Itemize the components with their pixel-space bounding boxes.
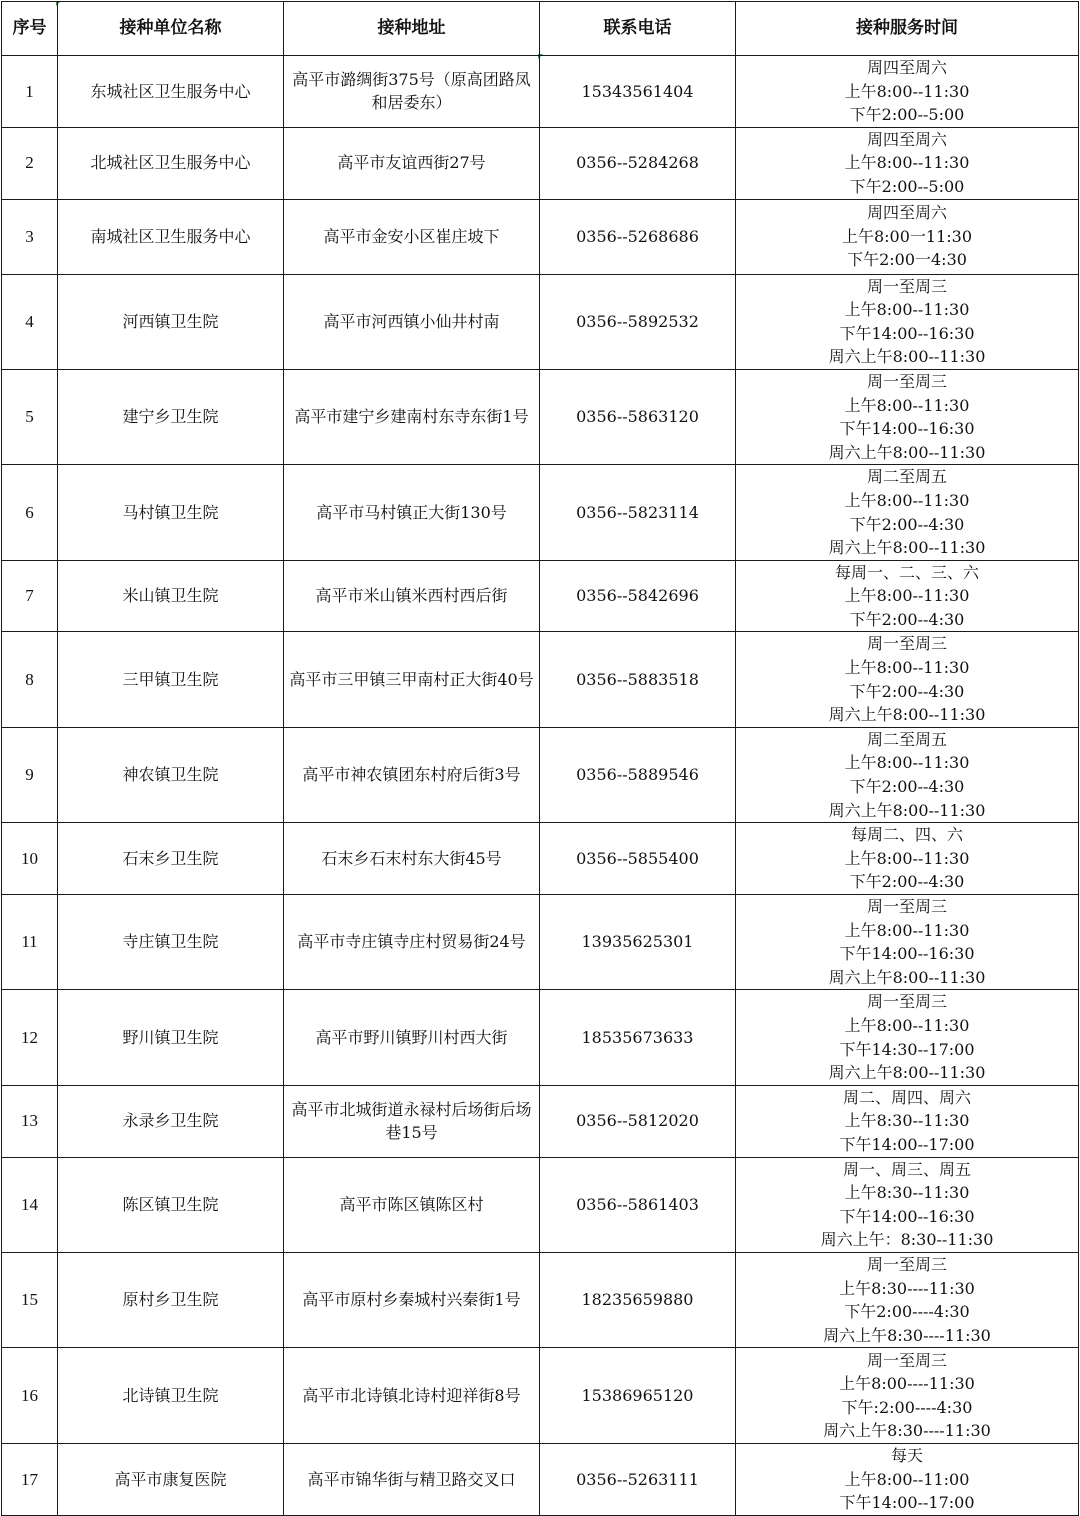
row-address: 高平市河西镇小仙井村南 <box>284 274 540 369</box>
row-phone: 0356--5883518 <box>540 632 736 727</box>
row-phone: 0356--5861403 <box>540 1157 736 1252</box>
service-time-line: 上午8:00--11:30 <box>844 81 970 101</box>
row-phone: 0356--5892532 <box>540 274 736 369</box>
row-seq: 13 <box>2 1085 58 1157</box>
row-seq: 7 <box>2 560 58 632</box>
row-service-time <box>736 1252 1079 1347</box>
row-service-time <box>736 1348 1079 1444</box>
row-site-name: 建宁乡卫生院 <box>58 369 284 464</box>
service-time-line: 上午8:00--11:30 <box>844 658 970 678</box>
table-row <box>2 465 1079 560</box>
row-service-time <box>736 56 1079 128</box>
row-address: 高平市三甲镇三甲南村正大街40号 <box>284 632 540 727</box>
row-seq: 10 <box>2 823 58 895</box>
vaccination-sites-table <box>1 1 1079 1516</box>
row-phone: 13935625301 <box>540 895 736 990</box>
row-seq: 15 <box>2 1252 58 1347</box>
row-phone: 0356--5263111 <box>540 1444 736 1516</box>
row-site-name: 石末乡卫生院 <box>58 823 284 895</box>
service-time-line: 上午8:00--11:30 <box>844 586 970 606</box>
row-phone: 0356--5268686 <box>540 199 736 274</box>
row-service-time <box>736 465 1079 560</box>
service-time-line: 周一至周三 <box>866 1254 947 1274</box>
service-time-line: 上午8:00--11:30 <box>844 153 970 173</box>
row-seq: 8 <box>2 632 58 727</box>
service-time-line: 每周一、二、三、六 <box>834 562 979 582</box>
service-time-line: 上午8:00----11:30 <box>839 1374 975 1394</box>
service-time-line: 下午2:00--5:00 <box>849 105 965 125</box>
service-time-line: 上午8:00--11:30 <box>844 753 970 773</box>
row-address: 高平市锦华街与精卫路交叉口 <box>284 1444 540 1516</box>
table-row <box>2 1444 1079 1516</box>
row-service-time <box>736 369 1079 464</box>
row-phone: 0356--5284268 <box>540 127 736 199</box>
table-row <box>2 127 1079 199</box>
row-address: 高平市北诗镇北诗村迎祥街8号 <box>284 1348 540 1444</box>
row-address: 高平市寺庄镇寺庄村贸易街24号 <box>284 895 540 990</box>
service-time-line: 周六上午8:00--11:30 <box>828 967 986 987</box>
row-site-name: 三甲镇卫生院 <box>58 632 284 727</box>
header-seq: 序号 <box>2 2 58 56</box>
row-seq: 1 <box>2 56 58 128</box>
row-site-name: 北城社区卫生服务中心 <box>58 127 284 199</box>
row-site-name: 陈区镇卫生院 <box>58 1157 284 1252</box>
table-header-row <box>2 2 1079 56</box>
service-time-line: 下午2:00--4:30 <box>849 777 965 797</box>
service-time-line: 下午2:00--5:00 <box>849 176 965 196</box>
row-seq: 9 <box>2 727 58 822</box>
service-time-line: 下午2:00--4:30 <box>849 514 965 534</box>
row-site-name: 寺庄镇卫生院 <box>58 895 284 990</box>
row-address: 高平市金安小区崔庄坡下 <box>284 199 540 274</box>
header-phone: 联系电话 <box>540 2 736 56</box>
row-service-time <box>736 199 1079 274</box>
service-time-line: 下午14:00--16:30 <box>839 1206 975 1226</box>
service-time-line: 周六上午8:00--11:30 <box>828 538 986 558</box>
service-time-line: 周四至周六 <box>866 129 947 149</box>
service-time-line: 周一至周三 <box>866 897 947 916</box>
row-address: 高平市建宁乡建南村东寺东街1号 <box>284 369 540 464</box>
row-address: 高平市野川镇野川村西大街 <box>284 990 540 1085</box>
service-time-line: 上午8:00一11:30 <box>841 226 973 246</box>
row-seq: 2 <box>2 127 58 199</box>
service-time-line: 周一至周三 <box>866 1350 947 1370</box>
row-site-name: 米山镇卫生院 <box>58 560 284 632</box>
service-time-line: 下午2:00--4:30 <box>849 681 965 701</box>
row-seq: 11 <box>2 895 58 990</box>
service-time-line: 上午8:30----11:30 <box>839 1278 975 1298</box>
service-time-line: 周四至周六 <box>866 203 947 223</box>
row-service-time <box>736 823 1079 895</box>
service-time-line: 上午8:00--11:30 <box>844 490 970 510</box>
service-time-line: 周二至周五 <box>866 467 947 487</box>
row-seq: 4 <box>2 274 58 369</box>
service-time-line: 下午14:00--17:00 <box>839 1134 975 1154</box>
row-phone: 18235659880 <box>540 1252 736 1347</box>
table-row <box>2 823 1079 895</box>
row-service-time <box>736 632 1079 727</box>
service-time-line: 周一至周三 <box>866 992 947 1012</box>
table-row <box>2 560 1079 632</box>
row-phone: 0356--5863120 <box>540 369 736 464</box>
row-service-time <box>736 727 1079 822</box>
service-time-line: 周六上午8:30----11:30 <box>823 1421 991 1441</box>
row-site-name: 野川镇卫生院 <box>58 990 284 1085</box>
service-time-line: 下午14:00--16:30 <box>839 323 975 343</box>
service-time-line: 下午14:00--17:00 <box>839 1493 975 1513</box>
service-time-line: 下午2:00--4:30 <box>849 609 965 629</box>
row-service-time <box>736 1157 1079 1252</box>
table-row <box>2 274 1079 369</box>
row-phone: 0356--5812020 <box>540 1085 736 1157</box>
row-service-time <box>736 560 1079 632</box>
table-row <box>2 1348 1079 1444</box>
row-address: 高平市陈区镇陈区村 <box>284 1157 540 1252</box>
row-seq: 5 <box>2 369 58 464</box>
service-time-line: 每周二、四、六 <box>850 825 963 845</box>
service-time-line: 上午8:00--11:30 <box>844 395 970 415</box>
service-time-line: 下午2:00一4:30 <box>847 250 967 270</box>
row-site-name: 北诗镇卫生院 <box>58 1348 284 1444</box>
service-time-line: 周六上午8:00--11:30 <box>828 1063 986 1083</box>
row-phone: 18535673633 <box>540 990 736 1085</box>
row-service-time <box>736 127 1079 199</box>
service-time-line: 周一至周三 <box>866 371 947 391</box>
service-time-line: 周六上午8:00--11:30 <box>828 347 986 367</box>
service-time-line: 上午8:00--11:30 <box>844 848 970 868</box>
row-phone: 0356--5855400 <box>540 823 736 895</box>
row-service-time <box>736 1444 1079 1516</box>
row-address: 高平市友谊西街27号 <box>284 127 540 199</box>
row-site-name: 马村镇卫生院 <box>58 465 284 560</box>
row-site-name: 神农镇卫生院 <box>58 727 284 822</box>
service-time-line: 周六上午8:30----11:30 <box>823 1325 991 1345</box>
service-time-line: 周一至周三 <box>866 634 947 654</box>
header-address: 接种地址 <box>284 2 540 56</box>
service-time-line: 上午8:30--11:30 <box>844 1111 970 1131</box>
service-time-line: 上午8:00--11:30 <box>844 920 970 940</box>
row-site-name: 南城社区卫生服务中心 <box>58 199 284 274</box>
row-site-name: 永录乡卫生院 <box>58 1085 284 1157</box>
row-service-time <box>736 1085 1079 1157</box>
service-time-line: 下午:2:00----4:30 <box>841 1397 973 1417</box>
service-time-line: 周一至周三 <box>866 276 947 296</box>
row-address: 高平市马村镇正大街130号 <box>284 465 540 560</box>
service-time-line: 下午2:00----4:30 <box>844 1302 970 1322</box>
service-time-line: 周六上午8:00--11:30 <box>828 442 986 462</box>
row-service-time <box>736 895 1079 990</box>
row-phone: 0356--5823114 <box>540 465 736 560</box>
service-time-line: 周二、周四、周六 <box>842 1087 971 1107</box>
row-service-time <box>736 274 1079 369</box>
table-row <box>2 895 1079 990</box>
service-time-line: 下午14:00--16:30 <box>839 419 975 439</box>
table-row <box>2 727 1079 822</box>
service-time-line: 下午14:00--16:30 <box>839 944 975 964</box>
row-address: 高平市北城街道永禄村后场街后场巷15号 <box>284 1085 540 1157</box>
row-phone: 15386965120 <box>540 1348 736 1444</box>
service-time-line: 上午8:30--11:30 <box>844 1183 970 1203</box>
row-phone: 0356--5842696 <box>540 560 736 632</box>
row-address: 高平市米山镇米西村西后街 <box>284 560 540 632</box>
service-time-line: 下午14:30--17:00 <box>839 1039 975 1059</box>
row-site-name: 高平市康复医院 <box>58 1444 284 1516</box>
row-seq: 3 <box>2 199 58 274</box>
service-time-line: 周四至周六 <box>866 58 947 77</box>
row-address: 石末乡石末村东大街45号 <box>284 823 540 895</box>
service-time-line: 上午8:00--11:30 <box>844 1015 970 1035</box>
row-site-name: 东城社区卫生服务中心 <box>58 56 284 128</box>
table-row <box>2 1157 1079 1252</box>
row-seq: 17 <box>2 1444 58 1516</box>
row-seq: 12 <box>2 990 58 1085</box>
row-address: 高平市神农镇团东村府后街3号 <box>284 727 540 822</box>
table-row <box>2 1085 1079 1157</box>
table-row <box>2 56 1079 128</box>
row-seq: 14 <box>2 1157 58 1252</box>
table-row <box>2 632 1079 727</box>
table-row <box>2 199 1079 274</box>
header-name: 接种单位名称 <box>58 2 284 56</box>
table-body <box>2 56 1079 1516</box>
service-time-line: 周六上午8:00--11:30 <box>828 800 986 820</box>
header-time: 接种服务时间 <box>736 2 1079 56</box>
row-seq: 16 <box>2 1348 58 1444</box>
service-time-line: 周六上午8:00--11:30 <box>828 705 986 725</box>
table-row <box>2 990 1079 1085</box>
service-time-line: 周一、周三、周五 <box>842 1159 971 1179</box>
row-phone: 15343561404 <box>540 56 736 128</box>
row-address: 高平市原村乡秦城村兴秦街1号 <box>284 1252 540 1347</box>
table-row <box>2 369 1079 464</box>
row-address: 高平市潞绸街375号（原高团路凤和居委东） <box>284 56 540 128</box>
row-phone: 0356--5889546 <box>540 727 736 822</box>
service-time-line: 每天 <box>890 1446 923 1466</box>
service-time-line: 上午8:00--11:30 <box>844 300 970 320</box>
service-time-line: 周二至周五 <box>866 729 947 749</box>
row-site-name: 河西镇卫生院 <box>58 274 284 369</box>
row-site-name: 原村乡卫生院 <box>58 1252 284 1347</box>
row-service-time <box>736 990 1079 1085</box>
service-time-line: 下午2:00--4:30 <box>849 872 965 892</box>
service-time-line: 周六上午：8:30--11:30 <box>820 1230 994 1250</box>
service-time-line: 上午8:00--11:00 <box>844 1469 970 1489</box>
row-seq: 6 <box>2 465 58 560</box>
table-row <box>2 1252 1079 1347</box>
